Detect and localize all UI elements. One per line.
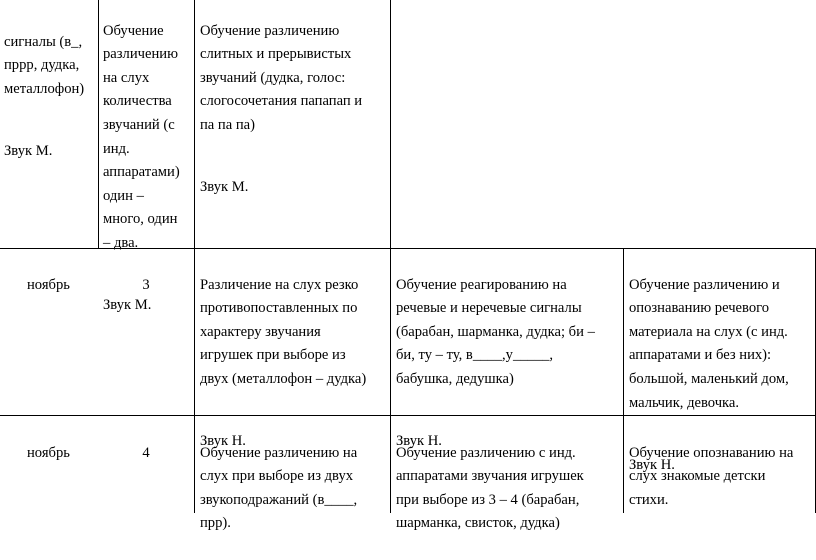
week-number: 4 (142, 444, 150, 461)
cell-text: сигналы (в_, пррр, дудка, металлофон) (4, 33, 85, 97)
cell-sound: Звук М. (4, 142, 53, 159)
table-cell (396, 418, 623, 532)
cell-text: Обучение реагированию на речевые и неречевые сигналы (барабан, шарманка, дудка; би – би, ту – ту, в____,у_____, бабушка, дедушка) (396, 276, 595, 387)
table-cell (200, 250, 390, 450)
cell-sound: Звук Н. (396, 433, 442, 450)
cell-text: Различение на слух резко противопоставленных по характеру звучания игрушек при выборе из двух (металлофон – дудка) (200, 276, 367, 387)
table-cell (200, 418, 390, 532)
week-number: 3 (142, 276, 150, 293)
month-cell (27, 418, 99, 489)
table-cell (629, 250, 815, 473)
cell-text: Обучение опознаванию на слух знакомые детски стихи. (629, 444, 794, 508)
table-cell (396, 250, 623, 450)
table-cell (629, 418, 815, 513)
cell-sound: Звук Н. (629, 456, 675, 473)
cell-sound: Звук Н. (200, 433, 246, 450)
month-label: ноябрь (27, 444, 70, 461)
cell-text: Обучение различению с инд. аппаратами звучания игрушек при выборе из 3 – 4 (барабан, шарманка, свисток, дудка) (396, 444, 584, 532)
cell-text: Обучение различению слитных и прерывистых звучаний (дудка, голос: слогосочетания папапап и па па па) (200, 22, 363, 133)
table-cell (4, 7, 100, 247)
cell-text: Обучение различению на слух при выборе из двух звукоподражаний (в____, прр). (200, 444, 358, 532)
column-divider (390, 0, 391, 513)
cell-text: Обучение различению на слух количества звучаний (с инд. аппаратами) один – много, один – два. (103, 22, 180, 251)
month-cell (27, 250, 99, 321)
week-cell (98, 418, 194, 489)
table-cell (200, 0, 390, 246)
cell-text: Обучение различению и опознаванию речевого материала на слух (с инд. аппаратами и без них): большой, маленький дом, мальчик, девочка. (629, 276, 789, 411)
week-cell (98, 250, 194, 321)
month-label: ноябрь (27, 276, 70, 293)
table-cell (103, 0, 195, 314)
cell-sound: Звук М. (200, 179, 249, 196)
cell-sound: Звук М. (103, 297, 152, 314)
column-divider (623, 248, 624, 513)
